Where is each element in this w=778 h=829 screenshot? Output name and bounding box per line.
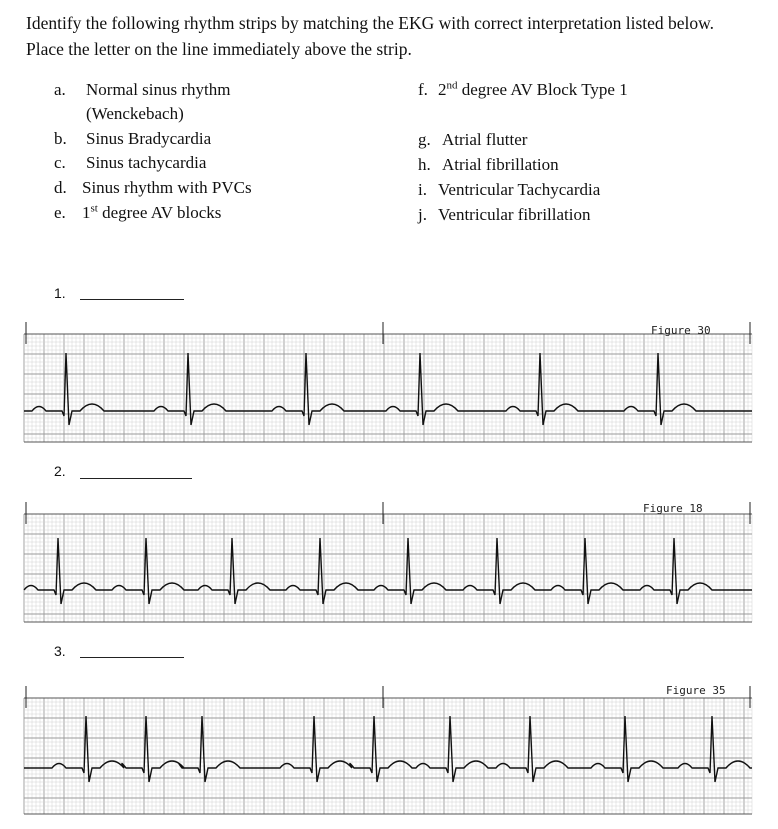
option-text: Ventricular Tachycardia	[438, 180, 601, 199]
option-text: degree AV Block Type 1	[457, 80, 628, 99]
ekg-strip-1	[0, 318, 778, 446]
option-letter: f.	[418, 80, 428, 99]
option-text-number: 1	[82, 203, 91, 222]
option-text: Normal sinus rhythm	[86, 80, 231, 99]
option-letter: i.	[418, 180, 427, 199]
option-letter: h.	[418, 155, 431, 174]
figure-label-3: Figure 35	[666, 684, 726, 697]
option-text-number: 2	[438, 80, 447, 99]
ekg-grid	[24, 322, 752, 442]
option-f	[418, 78, 628, 102]
option-g	[418, 128, 527, 152]
option-text: Sinus rhythm with PVCs	[82, 178, 252, 197]
option-letter: b.	[54, 129, 67, 148]
option-i	[418, 178, 600, 202]
option-a	[54, 78, 231, 102]
option-text: degree AV blocks	[97, 203, 222, 222]
ekg-grid	[24, 686, 752, 814]
figure-label-1: Figure 30	[651, 324, 711, 337]
question-number-1: 1.	[54, 285, 66, 301]
option-text: Sinus tachycardia	[86, 153, 207, 172]
option-text-sup: nd	[446, 79, 458, 92]
option-e	[54, 201, 221, 225]
option-letter: a.	[54, 80, 66, 99]
option-text: Sinus Bradycardia	[86, 129, 212, 148]
figure-label-2: Figure 18	[643, 502, 703, 515]
option-a-continued	[54, 102, 184, 126]
option-letter: g.	[418, 130, 431, 149]
answer-blank-2[interactable]	[80, 478, 192, 479]
option-letter: c.	[54, 153, 66, 172]
option-letter: d.	[54, 178, 67, 197]
ekg-strip-2	[0, 498, 778, 626]
instructions: Identify the following rhythm strips by matching the EKG with correct interpretation listed below. Place the letter on the line immediately above the strip.	[26, 13, 715, 59]
option-text: (Wenckebach)	[86, 104, 184, 123]
option-text-sup: st	[90, 202, 98, 215]
option-letter: e.	[54, 203, 66, 222]
option-letter: j.	[418, 205, 427, 224]
ekg-strip-3	[0, 680, 778, 818]
option-text: Atrial fibrillation	[442, 155, 559, 174]
question-number-3: 3.	[54, 643, 66, 659]
question-number-2: 2.	[54, 463, 66, 479]
option-text: Atrial flutter	[442, 130, 528, 149]
ekg-grid	[24, 502, 752, 622]
answer-blank-1[interactable]	[80, 299, 184, 300]
answer-blank-3[interactable]	[80, 657, 184, 658]
option-d	[54, 176, 252, 200]
option-h	[418, 153, 559, 177]
option-text: Ventricular fibrillation	[438, 205, 591, 224]
option-b	[54, 127, 211, 151]
option-c	[54, 151, 206, 175]
option-j	[418, 203, 590, 227]
